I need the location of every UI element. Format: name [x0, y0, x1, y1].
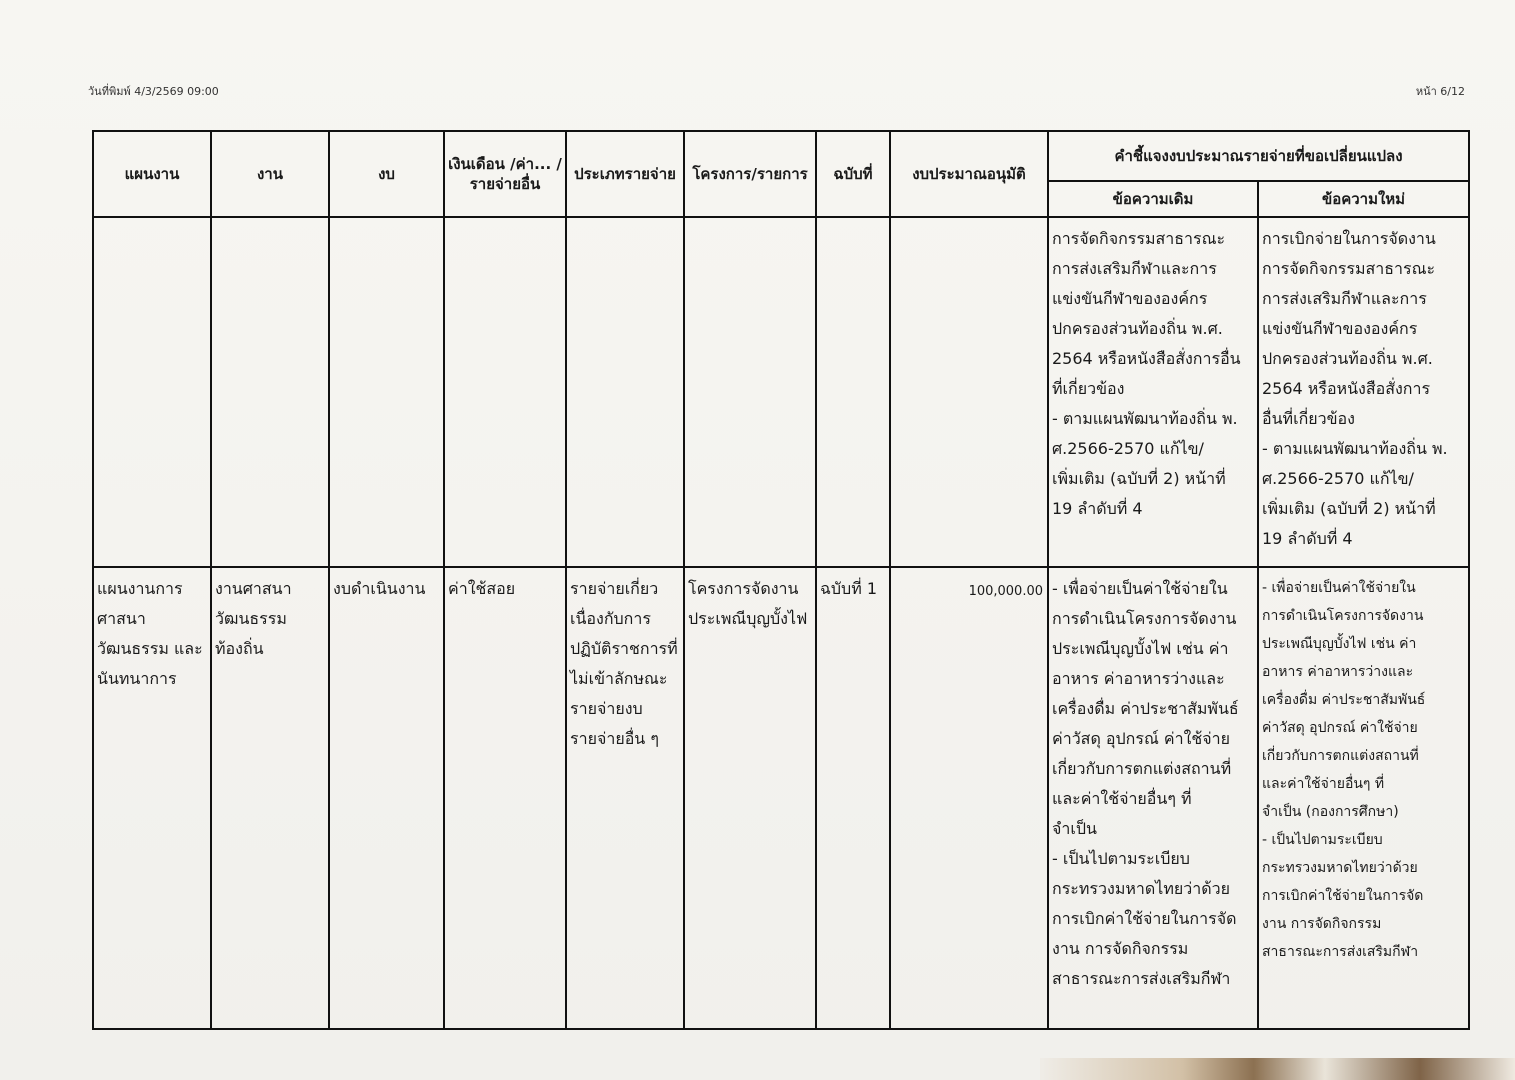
- col-header-task: งาน: [211, 131, 329, 217]
- text-line: การจัดกิจกรรมสาธารณะ: [1052, 229, 1226, 248]
- text-line: งาน การจัดกิจกรรม: [1052, 939, 1189, 958]
- text-line: การส่งเสริมกีฬาและการ: [1052, 259, 1217, 278]
- text-line: ประเพณีบุญบั้งไฟ เช่น ค่า: [1052, 639, 1229, 658]
- text-line: ไม่เข้าลักษณะ: [570, 669, 668, 688]
- text-line: ประเพณีบุญบั้งไฟ เช่น ค่า: [1262, 636, 1417, 652]
- cell-old-text: [1048, 567, 1258, 1029]
- cell-project: [684, 567, 816, 1029]
- old-text-block: [1049, 218, 1257, 524]
- text-line: - ตามแผนพัฒนาท้องถิ่น พ.: [1052, 409, 1238, 428]
- new-text-block: [1259, 218, 1468, 554]
- text-line: การเบิกค่าใช้จ่ายในการจัด: [1052, 909, 1237, 928]
- task-text: [212, 568, 328, 664]
- text-line: ศ.2566-2570 แก้ไข/: [1052, 439, 1204, 458]
- cell-salary: [444, 217, 566, 567]
- text-line: การเบิกค่าใช้จ่ายในการจัด: [1262, 888, 1424, 904]
- table-row: [93, 567, 1469, 1029]
- text-line: กระทรวงมหาดไทยว่าด้วย: [1262, 860, 1418, 876]
- photo-edge-object: [1040, 1058, 1515, 1080]
- cell-old-text: [1048, 217, 1258, 567]
- text-line: แผนงานการ: [97, 579, 183, 598]
- text-line: และค่าใช้จ่ายอื่นๆ ที่: [1052, 789, 1192, 808]
- text-line: กระทรวงมหาดไทยว่าด้วย: [1052, 879, 1230, 898]
- cell-project: [684, 217, 816, 567]
- text-line: การดำเนินโครงการจัดงาน: [1052, 609, 1237, 628]
- page-number: หน้า 6/12: [1415, 85, 1465, 98]
- text-line: วัฒนธรรม และ: [97, 639, 203, 658]
- text-line: แข่งขันกีฬาขององค์กร: [1052, 289, 1208, 308]
- text-line: ศ.2566-2570 แก้ไข/: [1262, 469, 1414, 488]
- text-line: งาน การจัดกิจกรรม: [1262, 916, 1382, 932]
- cell-task: [211, 217, 329, 567]
- text-line: โครงการจัดงาน: [688, 579, 799, 598]
- cell-version: [816, 567, 890, 1029]
- approved-amount: 100,000.00: [968, 584, 1043, 599]
- print-date: วันที่พิมพ์ 4/3/2569 09:00: [88, 85, 219, 98]
- text-line: เครื่องดื่ม ค่าประชาสัมพันธ์: [1262, 692, 1426, 708]
- text-line: ปฏิบัติราชการที่: [570, 639, 678, 658]
- col-header-plan: แผนงาน: [93, 131, 211, 217]
- text-line: - ตามแผนพัฒนาท้องถิ่น พ.: [1262, 439, 1448, 458]
- text-line: ประเพณีบุญบั้งไฟ: [688, 609, 808, 628]
- budget-text: งบดำเนินงาน: [333, 579, 426, 598]
- cell-task: [211, 567, 329, 1029]
- text-line: แข่งขันกีฬาขององค์กร: [1262, 319, 1418, 338]
- cell-approved: [890, 217, 1048, 567]
- text-line: วัฒนธรรม: [215, 609, 287, 628]
- text-line: อาหาร ค่าอาหารว่างและ: [1052, 669, 1225, 688]
- text-line: อื่นที่เกี่ยวข้อง: [1262, 409, 1355, 428]
- cell-plan: [93, 567, 211, 1029]
- expense-type-text: [567, 568, 683, 754]
- text-line: เกี่ยวกับการตกแต่งสถานที่: [1262, 748, 1419, 764]
- text-line: การดำเนินโครงการจัดงาน: [1262, 608, 1424, 624]
- text-line: สาธารณะการส่งเสริมกีฬา: [1052, 969, 1231, 988]
- col-header-salary-line2: รายจ่ายอื่น: [469, 175, 541, 193]
- cell-version: [816, 217, 890, 567]
- text-line: และค่าใช้จ่ายอื่นๆ ที่: [1262, 776, 1385, 792]
- project-text: [685, 568, 815, 634]
- text-line: 19 ลำดับที่ 4: [1052, 499, 1143, 518]
- cell-new-text: [1258, 567, 1469, 1029]
- text-line: จำเป็น (กองการศึกษา): [1262, 804, 1399, 820]
- text-line: 2564 หรือหนังสือสั่งการ: [1262, 379, 1431, 398]
- col-header-explanation: คำชี้แจงงบประมาณรายจ่ายที่ขอเปลี่ยนแปลง: [1048, 131, 1469, 181]
- text-line: เกี่ยวกับการตกแต่งสถานที่: [1052, 759, 1232, 778]
- version-text: ฉบับที่ 1: [820, 579, 878, 598]
- text-line: การเบิกจ่ายในการจัดงาน: [1262, 229, 1436, 248]
- col-header-new-text: ข้อความใหม่: [1258, 181, 1469, 217]
- col-header-expense-type: ประเภทรายจ่าย: [566, 131, 684, 217]
- cell-budget: [329, 217, 444, 567]
- col-header-budget: งบ: [329, 131, 444, 217]
- text-line: รายจ่ายเกี่ยว: [570, 579, 659, 598]
- text-line: - เป็นไปตามระเบียบ: [1262, 832, 1383, 848]
- text-line: จำเป็น: [1052, 819, 1097, 838]
- new-text-block: [1259, 568, 1468, 966]
- text-line: เนื่องกับการ: [570, 609, 651, 628]
- col-header-old-text: ข้อความเดิม: [1048, 181, 1258, 217]
- text-line: งานศาสนา: [215, 579, 292, 598]
- text-line: การส่งเสริมกีฬาและการ: [1262, 289, 1427, 308]
- text-line: ศาสนา: [97, 609, 146, 628]
- text-line: เครื่องดื่ม ค่าประชาสัมพันธ์: [1052, 699, 1239, 718]
- cell-expense-type: [566, 217, 684, 567]
- text-line: 2564 หรือหนังสือสั่งการอื่น: [1052, 349, 1241, 368]
- old-text-block: [1049, 568, 1257, 994]
- text-line: เพิ่มเติม (ฉบับที่ 2) หน้าที่: [1052, 469, 1226, 488]
- cell-plan: [93, 217, 211, 567]
- col-header-version: ฉบับที่: [816, 131, 890, 217]
- text-line: ปกครองส่วนท้องถิ่น พ.ศ.: [1262, 349, 1433, 368]
- col-header-approved: งบประมาณอนุมัติ: [890, 131, 1048, 217]
- text-line: ค่าวัสดุ อุปกรณ์ ค่าใช้จ่าย: [1262, 720, 1418, 736]
- text-line: 19 ลำดับที่ 4: [1262, 529, 1353, 548]
- col-header-salary: [444, 131, 566, 217]
- text-line: รายจ่ายอื่น ๆ: [570, 729, 659, 748]
- text-line: ท้องถิ่น: [215, 639, 264, 658]
- budget-change-table: [92, 130, 1470, 1030]
- col-header-salary-line1: เงินเดือน /ค่า... /: [448, 155, 562, 173]
- text-line: - เพื่อจ่ายเป็นค่าใช้จ่ายใน: [1052, 579, 1228, 598]
- text-line: ที่เกี่ยวข้อง: [1052, 379, 1125, 398]
- cell-budget: [329, 567, 444, 1029]
- text-line: สาธารณะการส่งเสริมกีฬา: [1262, 944, 1419, 960]
- text-line: ปกครองส่วนท้องถิ่น พ.ศ.: [1052, 319, 1223, 338]
- text-line: การจัดกิจกรรมสาธารณะ: [1262, 259, 1436, 278]
- cell-approved: [890, 567, 1048, 1029]
- plan-text: [94, 568, 210, 694]
- text-line: - เพื่อจ่ายเป็นค่าใช้จ่ายใน: [1262, 580, 1416, 596]
- text-line: อาหาร ค่าอาหารว่างและ: [1262, 664, 1414, 680]
- text-line: นันทนาการ: [97, 669, 177, 688]
- text-line: เพิ่มเติม (ฉบับที่ 2) หน้าที่: [1262, 499, 1436, 518]
- col-header-project: โครงการ/รายการ: [684, 131, 816, 217]
- text-line: ค่าวัสดุ อุปกรณ์ ค่าใช้จ่าย: [1052, 729, 1230, 748]
- text-line: รายจ่ายงบ: [570, 699, 643, 718]
- cell-salary: [444, 567, 566, 1029]
- salary-text: ค่าใช้สอย: [448, 579, 516, 598]
- table-row: [93, 217, 1469, 567]
- text-line: - เป็นไปตามระเบียบ: [1052, 849, 1190, 868]
- cell-expense-type: [566, 567, 684, 1029]
- cell-new-text: [1258, 217, 1469, 567]
